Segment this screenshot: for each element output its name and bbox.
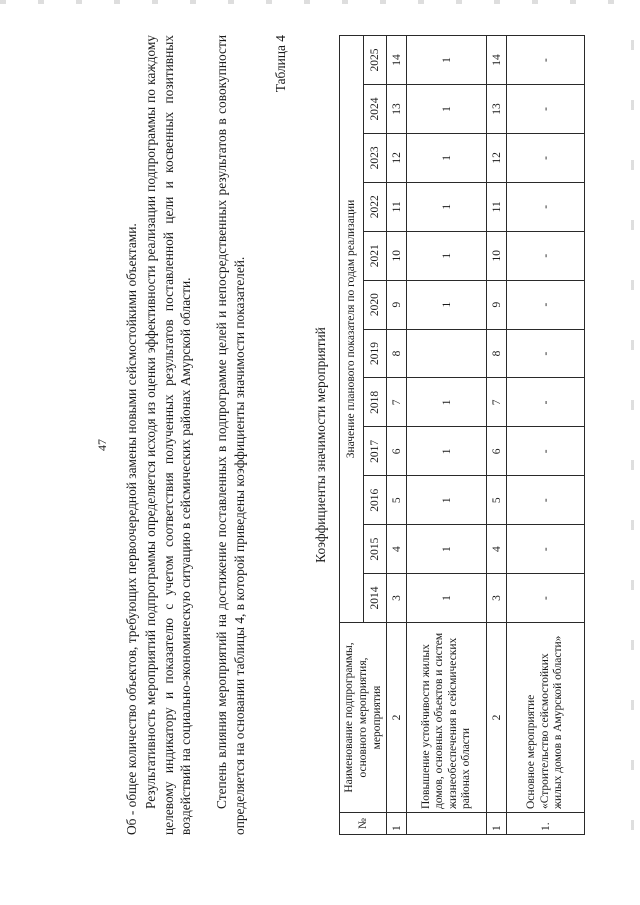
row-value-2018: 7 bbox=[387, 378, 407, 427]
row-value-2014: 1 bbox=[407, 574, 487, 623]
rotated-page bbox=[55, 15, 615, 875]
header-year-2025: 2025 bbox=[363, 36, 387, 85]
row-value-2022: 11 bbox=[387, 182, 407, 231]
row-value-2021: 1 bbox=[407, 231, 487, 280]
row-value-2016: 5 bbox=[487, 476, 507, 525]
header-values-group: Значение планового показателя по годам реализации bbox=[340, 36, 364, 623]
row-value-2021: - bbox=[507, 231, 585, 280]
row-value-2015: - bbox=[507, 525, 585, 574]
row-value-2015: 1 bbox=[407, 525, 487, 574]
scan-artifact-edge bbox=[631, 40, 634, 865]
row-value-2017: 6 bbox=[487, 427, 507, 476]
header-year-2022: 2022 bbox=[363, 182, 387, 231]
page-number: 47 bbox=[95, 439, 109, 451]
header-year-2021: 2021 bbox=[363, 231, 387, 280]
row-number: 1 bbox=[487, 813, 507, 835]
row-value-2024: - bbox=[507, 85, 585, 134]
row-value-2017: - bbox=[507, 427, 585, 476]
row-value-2024: 13 bbox=[387, 85, 407, 134]
table-label: Таблица 4 bbox=[273, 35, 288, 93]
paragraph-influence: Степень влияния мероприятий на достижение поставленных в подпрограмме целей и непосредственных результатов в совокупности определяется на основании таблицы 4, в которой приведены коэффициенты значимости показателей. bbox=[214, 35, 247, 835]
paragraph-definition: Об - общее количество объектов, требующих первоочередной замены новыми сейсмостойкими объектами. bbox=[124, 223, 139, 835]
row-value-2025: 1 bbox=[407, 36, 487, 85]
row-value-2023: 12 bbox=[487, 133, 507, 182]
row-value-2025: 14 bbox=[387, 36, 407, 85]
row-value-2021: 10 bbox=[487, 231, 507, 280]
paragraph-effectiveness: Результативность мероприятий подпрограммы определяется исходя из оценки эффективности реализации подпрограммы по каждому целевому индикатору и показателю с учетом соответствия полученных результатов поставленной цели и косвенных позитивных воздействий на социально-экономическую ситуацию в сейсмических районах Амурской области. bbox=[143, 35, 193, 835]
row-value-2015: 4 bbox=[387, 525, 407, 574]
row-value-2025: - bbox=[507, 36, 585, 85]
header-year-2020: 2020 bbox=[363, 280, 387, 329]
row-value-2020: 1 bbox=[407, 280, 487, 329]
header-year-2017: 2017 bbox=[363, 427, 387, 476]
row-value-2022: - bbox=[507, 182, 585, 231]
row-value-2020: 9 bbox=[387, 280, 407, 329]
table-row bbox=[387, 36, 407, 835]
row-value-2019 bbox=[407, 329, 487, 378]
row-name: Повышение устойчивости жилых домов, основных объектов и систем жизнеобеспечения в сейсмических районах области bbox=[407, 623, 487, 813]
row-value-2014: 3 bbox=[387, 574, 407, 623]
row-name: Основное мероприятие «Строительство сейсмостойких жилых домов в Амурской области» bbox=[507, 623, 585, 813]
row-value-2017: 6 bbox=[387, 427, 407, 476]
row-value-2023: 1 bbox=[407, 133, 487, 182]
row-value-2024: 1 bbox=[407, 85, 487, 134]
header-year-2016: 2016 bbox=[363, 476, 387, 525]
header-year-2014: 2014 bbox=[363, 574, 387, 623]
header-number: № bbox=[340, 813, 387, 835]
row-value-2024: 13 bbox=[487, 85, 507, 134]
row-value-2016: 1 bbox=[407, 476, 487, 525]
row-value-2018: 1 bbox=[407, 378, 487, 427]
row-value-2018: 7 bbox=[487, 378, 507, 427]
table-row bbox=[407, 36, 487, 835]
row-value-2022: 11 bbox=[487, 182, 507, 231]
header-year-2015: 2015 bbox=[363, 525, 387, 574]
row-value-2014: - bbox=[507, 574, 585, 623]
row-value-2025: 14 bbox=[487, 36, 507, 85]
row-value-2019: - bbox=[507, 329, 585, 378]
coefficients-table bbox=[339, 35, 585, 835]
row-name: 2 bbox=[487, 623, 507, 813]
table-header-row bbox=[340, 36, 364, 835]
scan-artifact-top bbox=[0, 0, 640, 4]
table-body bbox=[387, 36, 585, 835]
header-year-2024: 2024 bbox=[363, 85, 387, 134]
row-number: 1 bbox=[387, 813, 407, 835]
row-number bbox=[407, 813, 487, 835]
row-value-2015: 4 bbox=[487, 525, 507, 574]
row-value-2020: 9 bbox=[487, 280, 507, 329]
row-number: 1. bbox=[507, 813, 585, 835]
header-year-2019: 2019 bbox=[363, 329, 387, 378]
table-title: Коэффициенты значимости мероприятий bbox=[313, 327, 328, 563]
row-value-2021: 10 bbox=[387, 231, 407, 280]
row-value-2016: - bbox=[507, 476, 585, 525]
row-value-2023: - bbox=[507, 133, 585, 182]
row-value-2014: 3 bbox=[487, 574, 507, 623]
row-value-2019: 8 bbox=[487, 329, 507, 378]
row-value-2018: - bbox=[507, 378, 585, 427]
table-row bbox=[487, 36, 507, 835]
row-name: 2 bbox=[387, 623, 407, 813]
header-year-2023: 2023 bbox=[363, 133, 387, 182]
header-year-2018: 2018 bbox=[363, 378, 387, 427]
row-value-2022: 1 bbox=[407, 182, 487, 231]
row-value-2016: 5 bbox=[387, 476, 407, 525]
row-value-2023: 12 bbox=[387, 133, 407, 182]
header-name: Наименование подпрограммы, основного мероприятия, мероприятия bbox=[340, 623, 387, 813]
row-value-2020: - bbox=[507, 280, 585, 329]
table-row bbox=[507, 36, 585, 835]
row-value-2019: 8 bbox=[387, 329, 407, 378]
row-value-2017: 1 bbox=[407, 427, 487, 476]
